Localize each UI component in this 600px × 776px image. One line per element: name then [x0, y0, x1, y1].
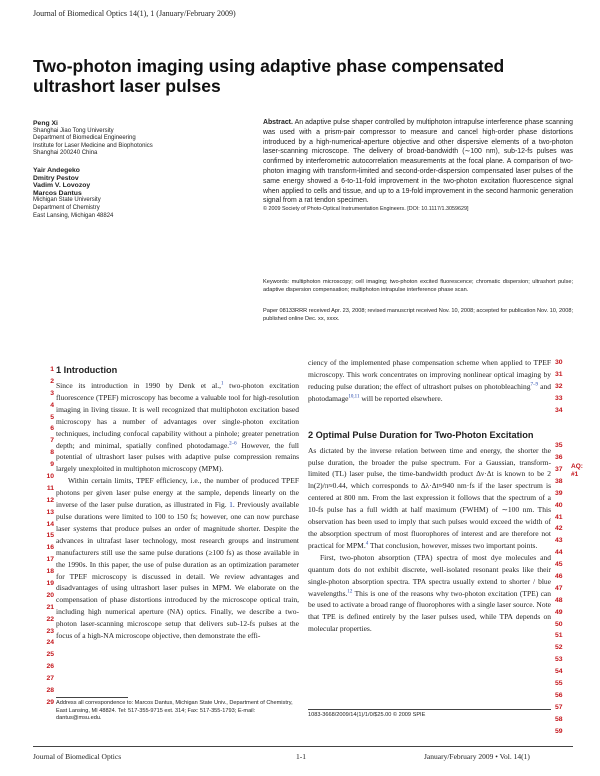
received-dates: Paper 08133RRR received Apr. 23, 2008; revised manuscript received Nov. 10, 2008; accepted for publication Nov. 10, 2008; published online Dec. xx, xxxx.: [263, 308, 573, 322]
citation-link[interactable]: 4: [365, 541, 369, 547]
line-number: 59: [555, 727, 563, 735]
page-number: 1-1: [296, 752, 306, 761]
line-number: 5: [50, 413, 54, 421]
line-number: 11: [46, 484, 54, 492]
line-number: [555, 428, 569, 440]
line-number: 10: [46, 473, 54, 481]
line-number: 54: [555, 668, 563, 676]
line-number: 12: [46, 496, 54, 504]
line-number: 28: [46, 687, 54, 695]
paragraph: First, two-photon absorption (TPA) spectra of most dye molecules and quantum dots do not exhibit discrete, well-isolated resonant peaks like their single-photon absorption spectra. TPA spectra usually extend to shorter / blue wavelengths.$^{12}$ This is one of the reasons why two-photon excitation (TPE) can be used to activate a broad range of fluorophores with a single laser source. Note that TPE is defined entirely by the laser pulses used, while TPA depends on molecular properties.: [308, 552, 551, 634]
line-number: 22: [46, 615, 54, 623]
line-number: 25: [46, 651, 54, 659]
issn-rule: [308, 709, 551, 710]
affiliation-line: Shanghai Jiao Tong University: [33, 127, 114, 134]
footer-journal: Journal of Biomedical Optics: [33, 752, 122, 761]
line-number: 53: [555, 656, 563, 664]
line-number: 13: [46, 508, 54, 516]
paragraph: ciency of the implemented phase compensation scheme when applied to TPEF microscopy. This work concentrates on improving nonlinear optical imaging by reducing pulse duration; the effect of ultrashort pulses on photobleaching$^{7-9}$ and photodamage$^{10,11}$ will be reported elsewhere.: [308, 358, 551, 403]
line-number: 3: [50, 389, 54, 397]
abstract-heading: Abstract.: [263, 119, 293, 126]
paragraph: Since its introduction in 1990 by Denk et al.,$^1$ two-photon excitation fluorescence (TPEF) microscopy has become a valuable tool for high-resolution imaging in living tissue. It is well recognized that multiphoton excitation based microscopy has a number of advantages over single-photon excitation techniques, including confocal capability without a pinhole; greater penetration depth; and minimal, spatially confined photodamage.$^{2-6}$ However, the full potential of ultrashort laser pulses with adaptive pulse compression remains largely unexploited in multiphoton microscopy (MPM).: [56, 381, 299, 474]
line-number: 20: [46, 591, 54, 599]
abstract-text: An adaptive pulse shaper controlled by multiphoton intrapulse interference phase scanning was used with a prism-pair compressor to measure and cancel high-order phase distortions introduced by a high-numerical-aperture objective and other dispersive elements of a two-photon laser-scanning microscope. The delivery of broad-bandwidth (∼100 nm), sub-12-fs pulses was confirmed by interferometric autocorrelation measurements at the focal plane. A comparison of two-photon imaging with transform-limited and second-order-dispersion compensated laser pulses of the same energy showed a 6-to-11-fold improvement in the two-photon excitation fluorescence signal when applied to cells and tissue, and up to a 19-fold improvement in the second harmonic generation signal from a rat tendon specimen.: [263, 119, 573, 205]
line-number: 38: [555, 477, 563, 485]
affiliation-line: Department of Chemistry: [33, 204, 100, 211]
affiliation-line: Michigan State University: [33, 197, 101, 204]
author-name: Marcos Dantus: [33, 189, 82, 197]
line-number: 49: [555, 608, 563, 616]
author-query-tag[interactable]: AQ: #1: [571, 463, 583, 478]
line-number: 18: [46, 568, 54, 576]
author-block: [33, 120, 248, 220]
affiliation-line: Shanghai 200240 China: [33, 150, 98, 157]
citation-link[interactable]: 7–9: [530, 382, 538, 388]
line-number: 21: [46, 603, 54, 611]
line-number: 2: [50, 377, 54, 385]
line-number: 24: [46, 639, 54, 647]
line-number: 19: [46, 580, 54, 588]
left-column: [56, 364, 299, 642]
article-title: Two-photon imaging using adaptive phase compensated ultrashort laser pulses: [33, 56, 505, 96]
correspondence-footnote: Address all correspondence to: Marcos Dantus, Michigan State Univ., Department of Chemistry, East Lansing, MI 48824. Tel: 517-355-9715 ext. 314; Fax: 517-355-1793; E-mail: dantus@msu.edu.: [56, 700, 293, 722]
running-header: Journal of Biomedical Optics 14(1), 1 (January/February 2009): [33, 9, 236, 18]
line-number: 30: [555, 359, 563, 366]
section-heading: 1 Introduction: [56, 365, 118, 375]
line-number: 47: [555, 584, 563, 592]
line-number: 8: [50, 449, 54, 457]
line-number: 50: [555, 620, 563, 628]
line-number: 48: [555, 596, 563, 604]
footnote-rule: [56, 697, 128, 698]
figure-link[interactable]: 1: [229, 500, 233, 510]
line-numbers-left: [40, 364, 54, 709]
line-number: 16: [46, 544, 54, 552]
line-number: 55: [555, 680, 563, 688]
line-number: 51: [555, 632, 563, 640]
line-number: 42: [555, 525, 563, 533]
line-number: 57: [555, 703, 563, 711]
abstract: [263, 118, 573, 213]
line-number: 23: [46, 627, 54, 635]
citation-link[interactable]: 2–6: [229, 441, 237, 447]
line-number: 39: [555, 489, 563, 497]
line-number: 9: [50, 461, 54, 469]
issn-line: 1083-3668/2009/14(1)/1/0/$25.00 © 2009 SPIE: [308, 712, 426, 718]
line-number: 26: [46, 663, 54, 671]
line-number: 36: [555, 454, 563, 462]
citation-link[interactable]: 12: [347, 589, 353, 594]
author-name: Yair Andegeko: [33, 166, 80, 174]
line-number: 32: [555, 382, 563, 390]
line-number: 31: [555, 370, 563, 378]
footer-rule: [33, 746, 573, 747]
line-number: 1: [50, 366, 54, 373]
line-number: 4: [50, 401, 54, 409]
author-name: Vadim V. Lovozoy: [33, 182, 91, 190]
author-name: Dmitry Pestov: [33, 174, 79, 182]
line-numbers-right: [555, 357, 569, 738]
line-number: 43: [555, 537, 563, 545]
right-column: [308, 357, 551, 635]
line-number: 17: [46, 556, 54, 564]
line-number: 44: [555, 549, 563, 557]
line-number: 7: [50, 437, 54, 445]
line-number: 41: [555, 513, 563, 521]
line-number: 56: [555, 691, 563, 699]
line-number: 15: [46, 532, 54, 540]
copyright-notice: © 2009 Society of Photo-Optical Instrumentation Engineers. [DOI: 10.1117/1.3059629]: [263, 206, 469, 213]
line-number: 46: [555, 573, 563, 581]
line-number: 6: [50, 425, 54, 433]
paragraph: Within certain limits, TPEF efficiency, i.e., the number of produced TPEF photons per given laser pulse energy at the sample, depends linearly on the inverse of the laser pulse duration, as illustrated in Fig. 1. Previously available pulse durations were limited to 100 to 150 fs; however, one can now purchase laser systems that produce pulses an order of magnitude shorter. Despite the advances in ultrafast laser technology, most research groups and instrument manufacturers still use the same pulse durations (≥100 fs) as those available in the 1990s. In this paper, the use of pulse duration as an optimization parameter for TPEF microscopy is discussed in detail. We review advantages and disadvantages of using ultrashort laser pulses in MPM. We elaborate on the compensation of phase distortions introduced by the microscope optical train, including high numerical aperture (NA) optics. Finally, we describe a two-photon laser-scanning microscope setup that delivers sub-12-fs pulses at the focus of a high-NA microscope objective, then demonstrate the effi-: [56, 476, 299, 641]
paragraph: As dictated by the inverse relation between time and energy, the shorter the pulse duration, the broader the pulse spectrum. For a Gaussian, transform-limited (TL) laser pulse, the time-bandwidth product Δν·Δt is known to be 2 ln(2)/π≈0.44, which corresponds to Δλ·Δt≈940 nm·fs if the laser spectrum is centered at 800 nm. From the last expression it follows that the spectrum of a 10-fs pulse has a full width at half maximum (FWHM) of ∼100 nm. This observation has been used to imply that such pulses would exceed the width of the absorption spectrum of most fluorophores of interest and are therefore not practical for MPM.$^4$ That conclusion, however, misses two important points.: [308, 445, 551, 550]
affiliation-line: East Lansing, Michigan 48824: [33, 212, 114, 219]
section-heading: 2 Optimal Pulse Duration for Two-Photon Excitation: [308, 429, 534, 440]
author-name: Peng Xi: [33, 120, 58, 127]
footer-issue: January/February 2009 • Vol. 14(1): [424, 752, 530, 761]
citation-link[interactable]: 10,11: [348, 394, 360, 400]
line-number: 58: [555, 715, 563, 723]
line-number: 27: [46, 675, 54, 683]
line-number: 29: [46, 698, 54, 706]
line-number: 37: [555, 466, 563, 474]
affiliation-line: Institute for Laser Medicine and Biophotonics: [33, 142, 153, 149]
affiliation-line: Department of Biomedical Engineering: [33, 135, 136, 142]
line-number: 40: [555, 501, 563, 509]
citation-link[interactable]: 1: [220, 381, 224, 387]
line-number: 45: [555, 561, 563, 569]
keywords: Keywords: multiphoton microscopy; cell imaging; two-photon excited fluorescence; chromatic dispersion; ultrashort pulse; adaptive dispersion compensation; multiphoton intrapulse interference phase scan.: [263, 279, 573, 293]
line-number: [555, 416, 569, 428]
line-number: 34: [555, 406, 563, 414]
line-number: 52: [555, 644, 563, 652]
line-number: 33: [555, 394, 563, 402]
line-number: 35: [555, 442, 563, 450]
line-number: 14: [46, 520, 54, 528]
